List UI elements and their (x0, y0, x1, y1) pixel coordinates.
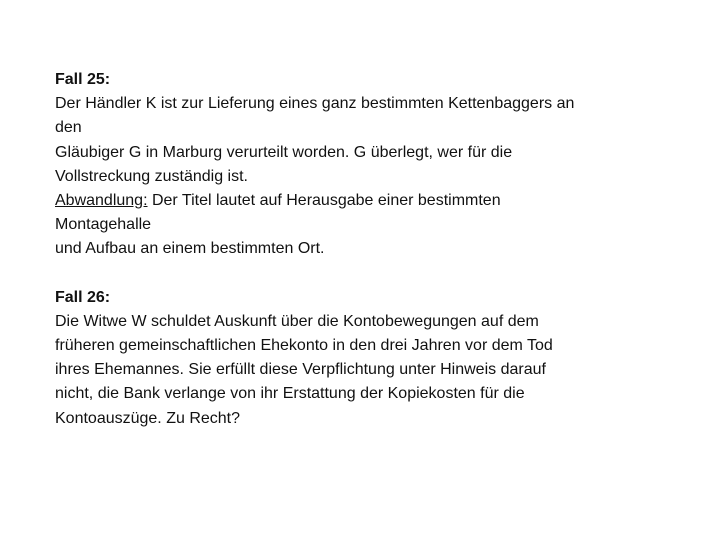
case-26-line-1: Die Witwe W schuldet Auskunft über die Kontobewegungen auf dem (55, 312, 539, 330)
case-26-line-5: Kontoauszüge. Zu Recht? (55, 409, 241, 427)
case-26 (55, 286, 665, 431)
case-25-variant-line-1 (55, 189, 665, 213)
case-26-line-4: nicht, die Bank verlange von ihr Erstattung der Kopiekosten für die (55, 385, 525, 403)
case-26-line-2: früheren gemeinschaftlichen Ehekonto in den drei Jahren vor dem Tod (55, 337, 553, 355)
case-25-line-4: Vollstreckung zuständig ist. (55, 167, 248, 185)
case-26-heading: Fall 26: (55, 288, 111, 306)
case-25-variant-line-2: Montagehalle (55, 216, 152, 234)
case-25-line-1: Der Händler K ist zur Lieferung eines ganz bestimmten Kettenbaggers an (55, 95, 575, 113)
case-26-line-3: ihres Ehemannes. Sie erfüllt diese Verpflichtung unter Hinweis darauf (55, 361, 546, 379)
case-25-heading: Fall 25: (55, 71, 111, 88)
variant-text-1: Der Titel lautet auf Herausgabe einer bestimmten (147, 192, 501, 210)
case-25-line-3: Gläubiger G in Marburg verurteilt worden. G überlegt, wer für die (55, 143, 513, 161)
case-25-variant-line-3: und Aufbau an einem bestimmten Ort. (55, 240, 325, 258)
variant-label: Abwandlung: (55, 192, 148, 210)
slide-content (55, 68, 665, 431)
case-25-line-2: den (55, 119, 82, 137)
case-25 (55, 68, 665, 262)
